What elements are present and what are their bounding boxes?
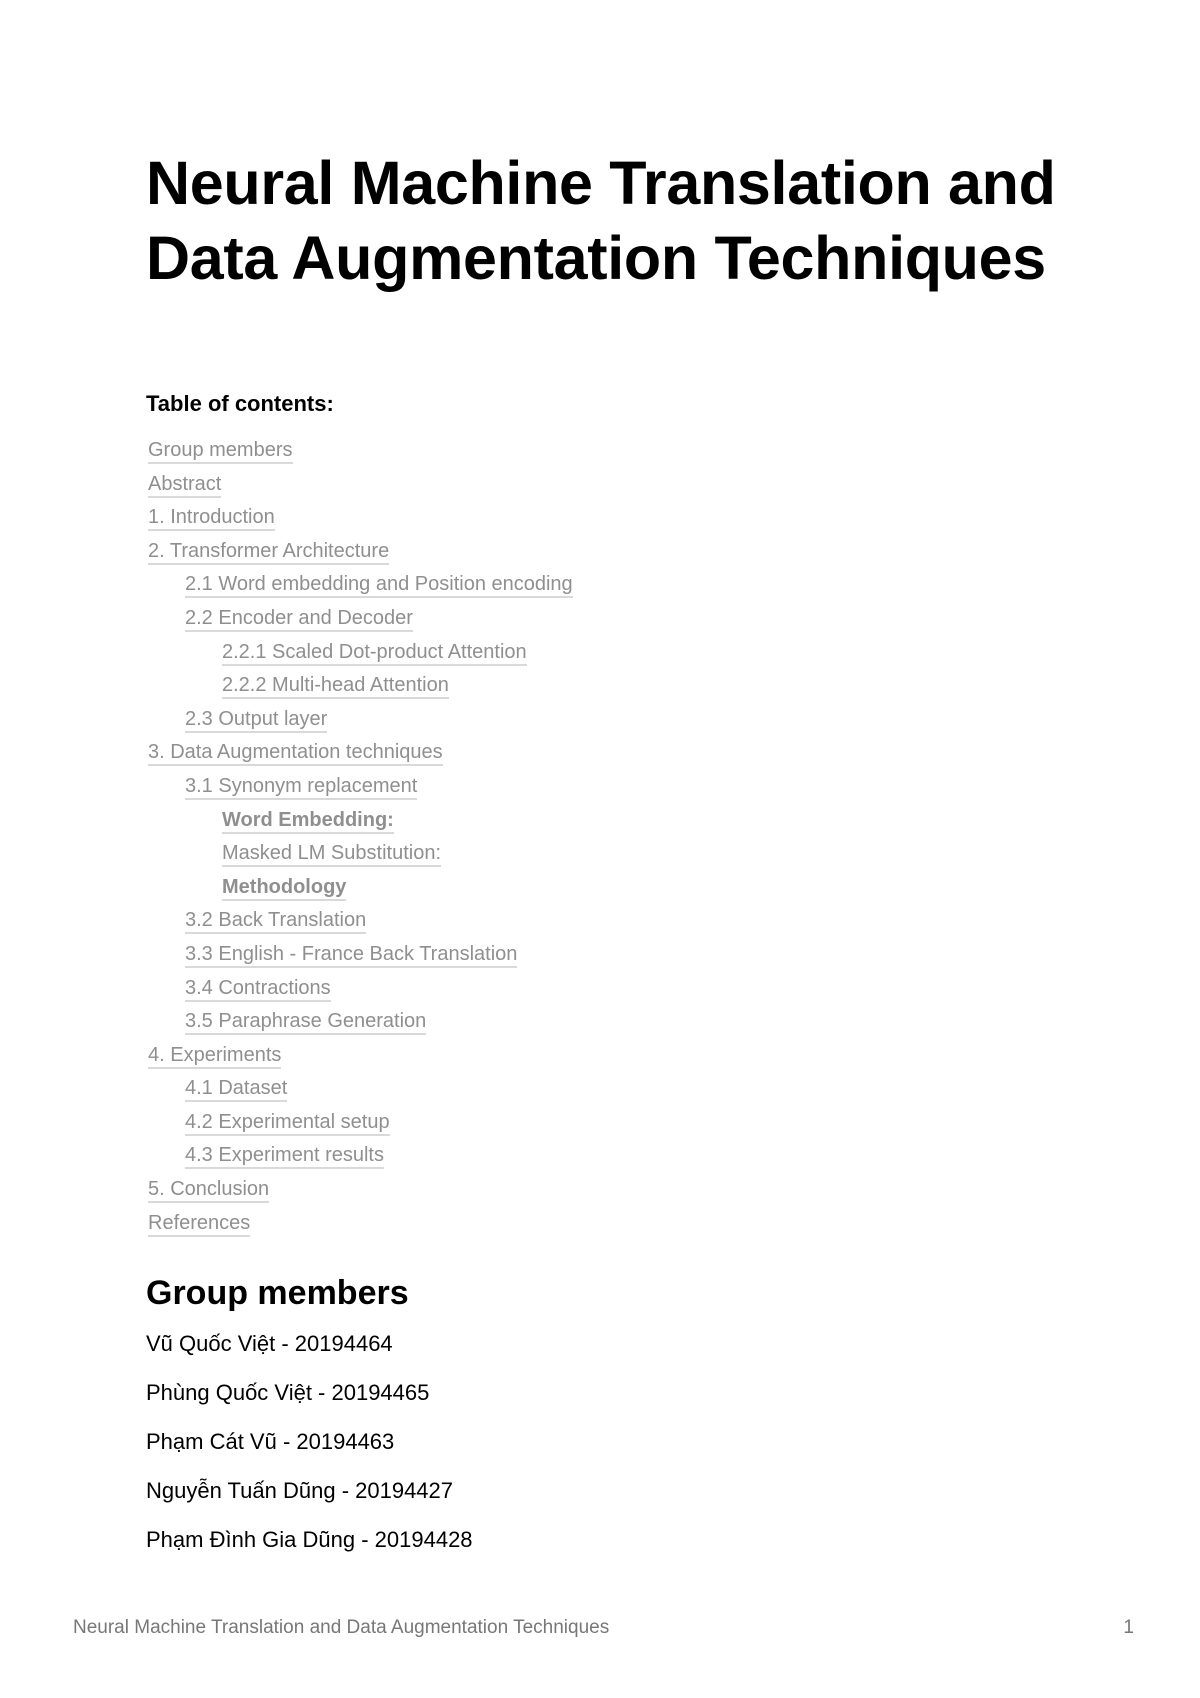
- toc-link[interactable]: 3.1 Synonym replacement: [185, 775, 417, 800]
- toc-link[interactable]: 3. Data Augmentation techniques: [148, 741, 443, 766]
- toc-link[interactable]: 4.2 Experimental setup: [185, 1111, 390, 1136]
- toc-item: [148, 772, 573, 806]
- toc-item: [148, 974, 573, 1008]
- toc-item: [148, 1108, 573, 1142]
- toc-item: [148, 503, 573, 537]
- toc-item: [148, 906, 573, 940]
- group-members-heading: Group members: [146, 1274, 409, 1312]
- toc-heading: Table of contents:: [146, 391, 334, 416]
- toc-item: [148, 436, 573, 470]
- toc-link[interactable]: Word Embedding:: [222, 809, 394, 834]
- toc-link[interactable]: 1. Introduction: [148, 506, 275, 531]
- group-member: Nguyễn Tuấn Dũng - 20194427: [146, 1478, 454, 1503]
- page-number: 1: [1123, 1617, 1134, 1638]
- toc-link[interactable]: 3.2 Back Translation: [185, 909, 366, 934]
- toc-link[interactable]: 2.1 Word embedding and Position encoding: [185, 573, 573, 598]
- group-member: Phạm Cát Vũ - 20194463: [146, 1429, 395, 1454]
- toc-link[interactable]: 2.2.1 Scaled Dot-product Attention: [222, 641, 527, 666]
- toc-item: [148, 1209, 573, 1243]
- toc-link[interactable]: 2. Transformer Architecture: [148, 540, 389, 565]
- group-member: Vũ Quốc Việt - 20194464: [146, 1331, 393, 1356]
- toc-link[interactable]: 5. Conclusion: [148, 1178, 269, 1203]
- toc-item: [148, 873, 573, 907]
- toc-item: [148, 705, 573, 739]
- toc-link[interactable]: 2.2 Encoder and Decoder: [185, 607, 413, 632]
- toc-link[interactable]: 3.3 English - France Back Translation: [185, 943, 517, 968]
- toc-item: [148, 537, 573, 571]
- group-member: Phạm Đình Gia Dũng - 20194428: [146, 1527, 473, 1552]
- toc-item: [148, 604, 573, 638]
- toc-item: [148, 1074, 573, 1108]
- toc-link[interactable]: Group members: [148, 439, 293, 464]
- toc-link[interactable]: 4. Experiments: [148, 1044, 281, 1069]
- toc-item: [148, 1175, 573, 1209]
- footer-title: Neural Machine Translation and Data Augmentation Techniques: [73, 1617, 610, 1638]
- toc-item: [148, 839, 573, 873]
- toc-item: [148, 1007, 573, 1041]
- toc-link[interactable]: 3.4 Contractions: [185, 977, 331, 1002]
- group-member: Phùng Quốc Việt - 20194465: [146, 1380, 430, 1405]
- document-title: Neural Machine Translation and Data Augmentation Techniques: [146, 149, 1056, 292]
- toc-link[interactable]: 4.3 Experiment results: [185, 1144, 384, 1169]
- toc-item: [148, 671, 573, 705]
- toc-item: [148, 570, 573, 604]
- toc-link[interactable]: 3.5 Paraphrase Generation: [185, 1010, 426, 1035]
- toc-link[interactable]: Methodology: [222, 876, 346, 901]
- toc-link[interactable]: 2.3 Output layer: [185, 708, 327, 733]
- toc-item: [148, 940, 573, 974]
- toc-item: [148, 1141, 573, 1175]
- table-of-contents: [148, 436, 573, 1242]
- toc-link[interactable]: 2.2.2 Multi-head Attention: [222, 674, 449, 699]
- toc-item: [148, 638, 573, 672]
- toc-item: [148, 470, 573, 504]
- toc-link[interactable]: References: [148, 1212, 250, 1237]
- toc-item: [148, 1041, 573, 1075]
- toc-link[interactable]: Abstract: [148, 473, 221, 498]
- toc-link[interactable]: Masked LM Substitution:: [222, 842, 441, 867]
- toc-item: [148, 738, 573, 772]
- toc-link[interactable]: 4.1 Dataset: [185, 1077, 287, 1102]
- toc-item: [148, 806, 573, 840]
- group-members-list: [146, 1330, 473, 1575]
